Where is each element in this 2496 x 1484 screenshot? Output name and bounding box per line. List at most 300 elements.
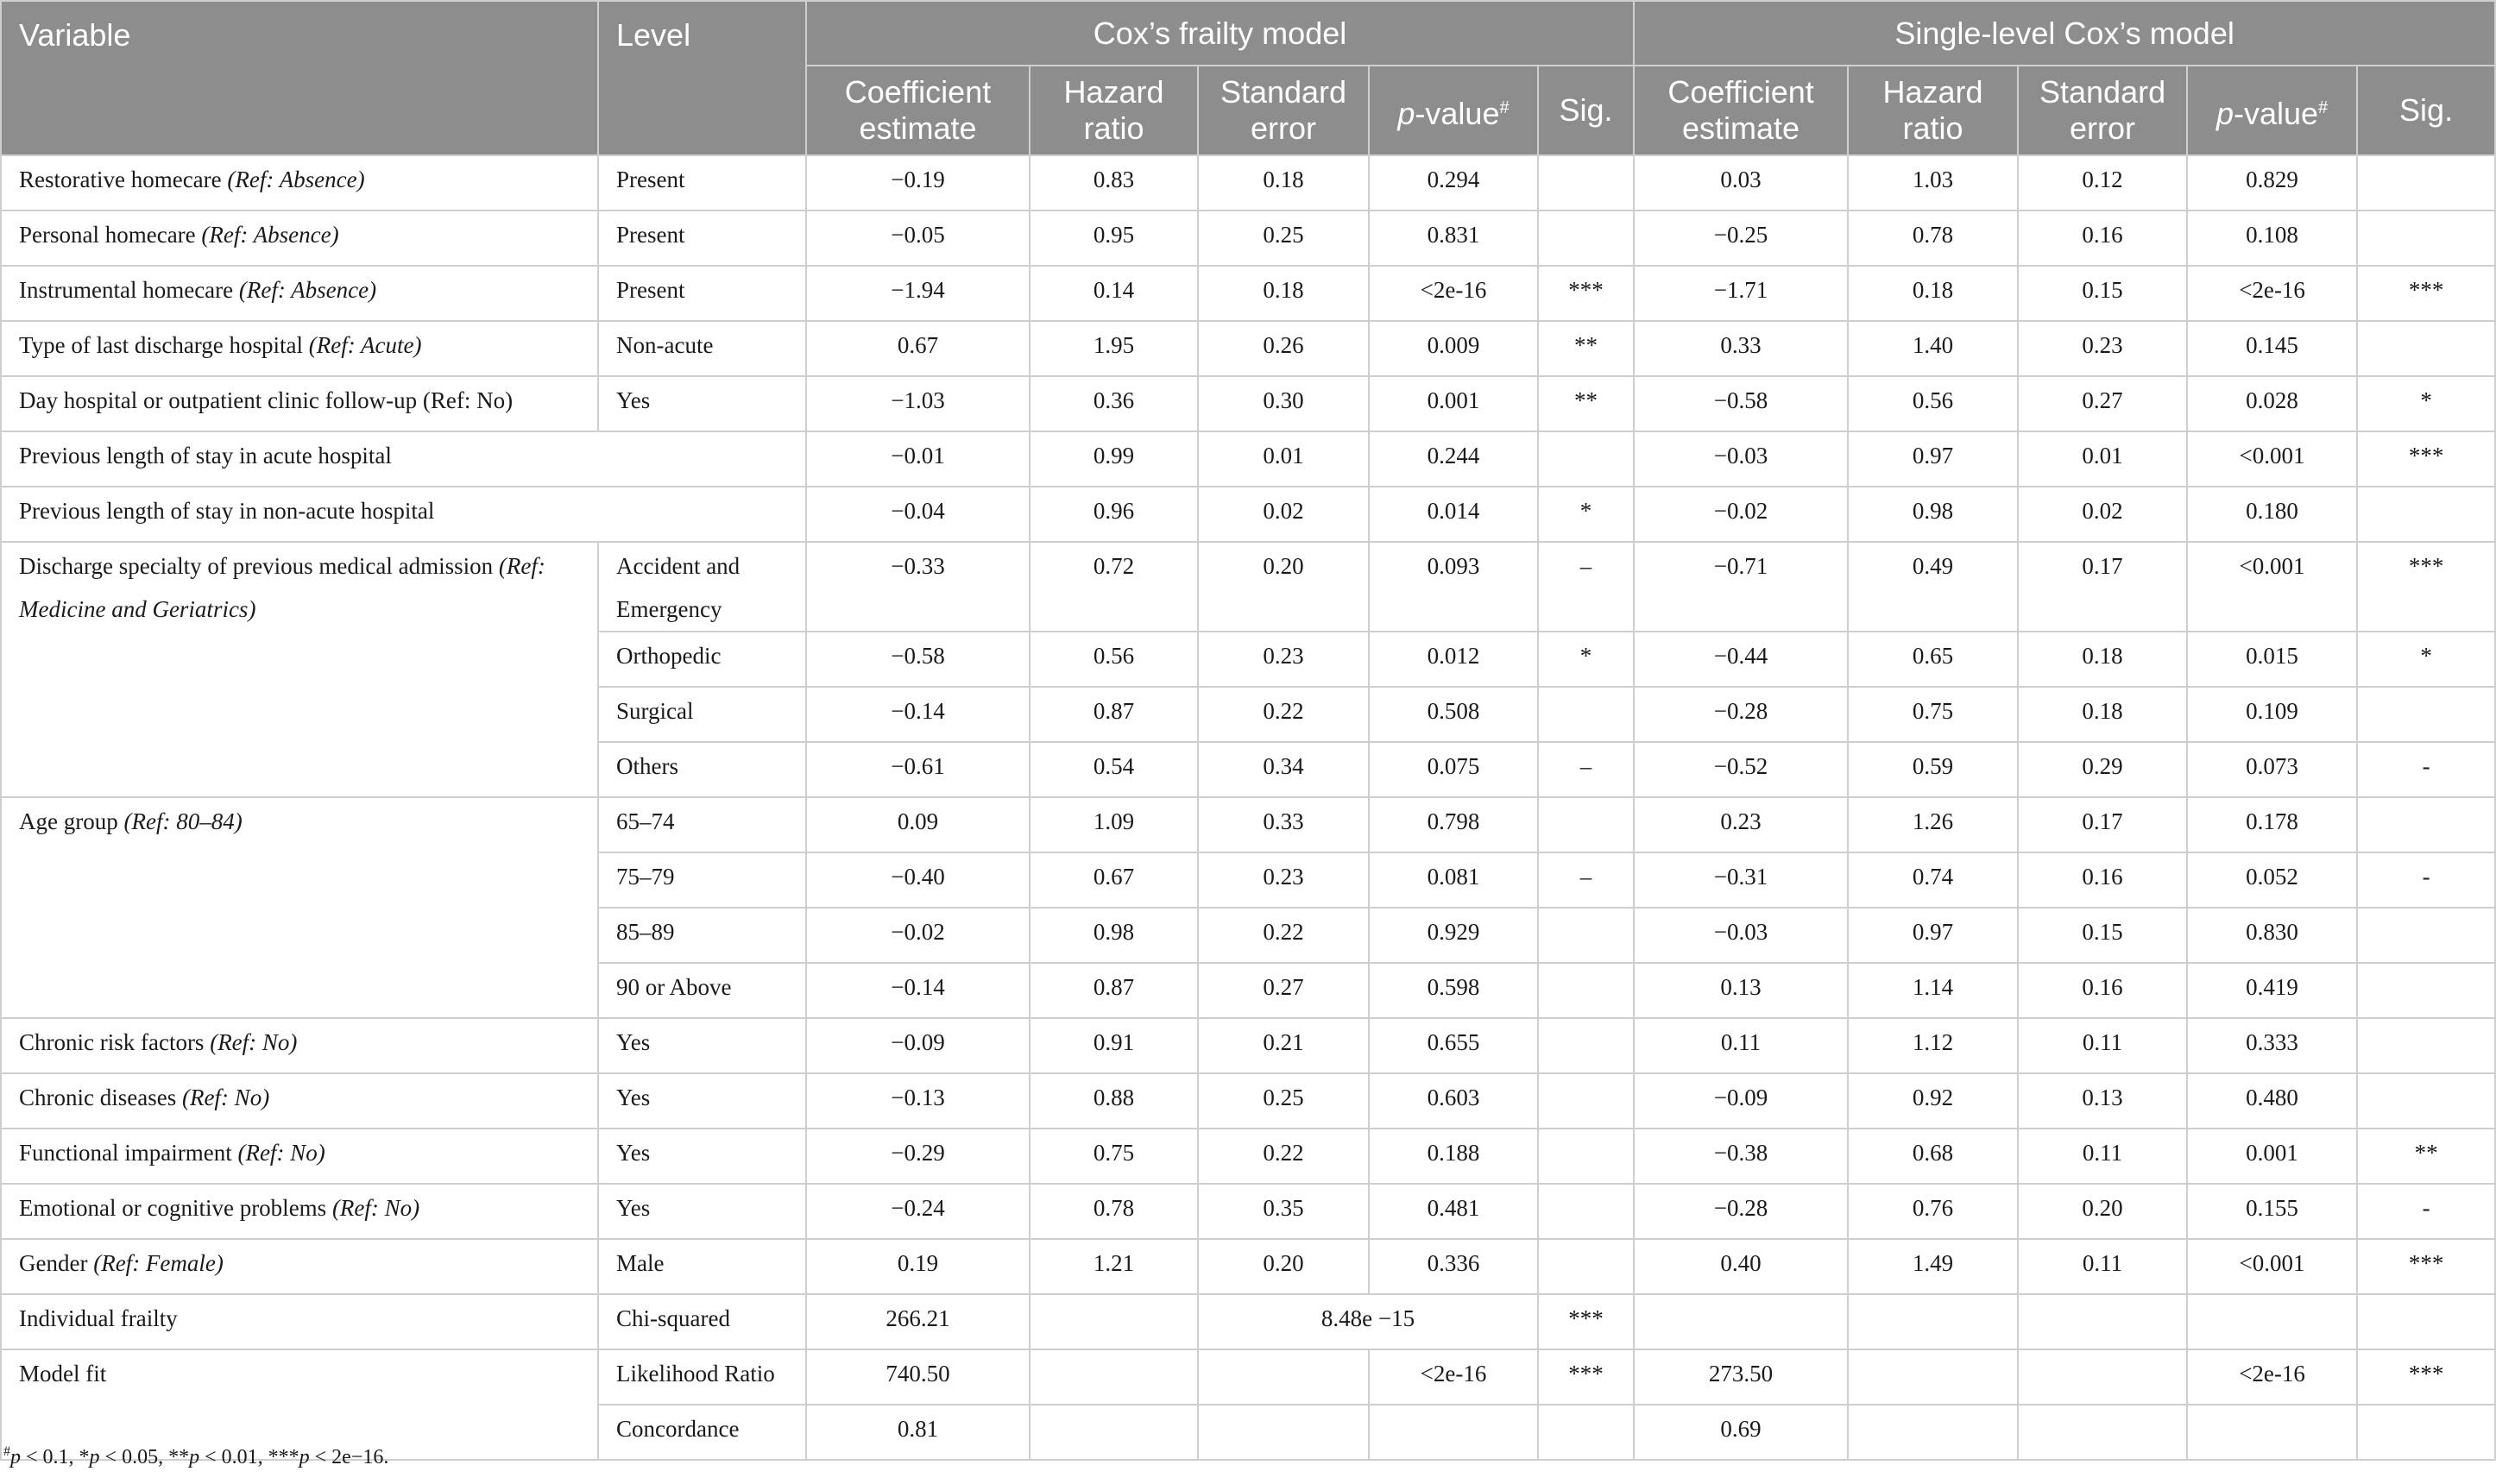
value-cell: 0.014 xyxy=(1369,487,1538,542)
variable-cell xyxy=(1,797,598,1018)
footnote-text: < 2e−16. xyxy=(309,1446,389,1468)
value-cell: 0.18 xyxy=(2018,687,2187,742)
subheader-cell: Sig. xyxy=(1538,66,1634,155)
value-cell: 0.655 xyxy=(1369,1018,1538,1073)
value-cell: 1.26 xyxy=(1848,797,2018,852)
value-cell: 1.09 xyxy=(1030,797,1198,852)
value-cell: 740.50 xyxy=(806,1349,1030,1405)
value-cell: 0.11 xyxy=(2018,1129,2187,1184)
value-cell: <0.001 xyxy=(2187,1239,2357,1294)
value-cell: 0.178 xyxy=(2187,797,2357,852)
value-cell xyxy=(1030,1405,1198,1460)
value-cell: 0.188 xyxy=(1369,1129,1538,1184)
level-cell: Yes xyxy=(598,1129,806,1184)
variable-cell xyxy=(1,1129,598,1184)
value-cell: −0.28 xyxy=(1634,1184,1848,1239)
value-cell: <0.001 xyxy=(2187,542,2357,632)
value-cell: 0.01 xyxy=(2018,431,2187,487)
value-cell: 0.74 xyxy=(1848,852,2018,908)
value-cell xyxy=(1538,797,1634,852)
value-cell: 0.78 xyxy=(1848,211,2018,266)
value-cell: 0.481 xyxy=(1369,1184,1538,1239)
value-cell xyxy=(2357,1294,2495,1349)
model-fit-row xyxy=(1,1349,2495,1405)
value-cell: 0.480 xyxy=(2187,1073,2357,1129)
value-cell xyxy=(1634,1294,1848,1349)
value-cell: 1.03 xyxy=(1848,155,2018,211)
value-cell: 0.98 xyxy=(1030,908,1198,963)
value-cell: – xyxy=(1538,742,1634,797)
value-cell xyxy=(2187,1294,2357,1349)
value-cell: 0.09 xyxy=(806,797,1030,852)
value-cell: 0.54 xyxy=(1030,742,1198,797)
value-cell: 0.17 xyxy=(2018,797,2187,852)
value-cell: −0.33 xyxy=(806,542,1030,632)
level-cell: Yes xyxy=(598,1184,806,1239)
value-cell: 0.23 xyxy=(1634,797,1848,852)
value-cell: 0.40 xyxy=(1634,1239,1848,1294)
value-cell: * xyxy=(1538,487,1634,542)
header-group-single: Single-level Cox’s model xyxy=(1634,1,2495,66)
value-cell xyxy=(1030,1294,1198,1349)
footnote-p: p xyxy=(189,1446,200,1468)
value-cell: – xyxy=(1538,542,1634,632)
value-cell xyxy=(2357,321,2495,376)
value-cell: 266.21 xyxy=(806,1294,1030,1349)
value-cell xyxy=(2357,797,2495,852)
value-cell: −0.01 xyxy=(806,431,1030,487)
value-cell: −0.14 xyxy=(806,687,1030,742)
value-cell xyxy=(1538,1405,1634,1460)
value-cell: 0.11 xyxy=(1634,1018,1848,1073)
table-row xyxy=(1,266,2495,321)
table-row xyxy=(1,431,2495,487)
value-cell: 0.18 xyxy=(1848,266,2018,321)
value-cell: ** xyxy=(1538,321,1634,376)
table-row xyxy=(1,1239,2495,1294)
variable-cell xyxy=(1,1018,598,1073)
variable-name: Emotional or cognitive problems xyxy=(19,1195,327,1221)
value-cell: 0.14 xyxy=(1030,266,1198,321)
table-row xyxy=(1,1129,2495,1184)
header-group-frailty: Cox’s frailty model xyxy=(806,1,1634,66)
value-cell: −0.14 xyxy=(806,963,1030,1018)
value-cell: 0.97 xyxy=(1848,908,2018,963)
level-cell: Others xyxy=(598,742,806,797)
table-row xyxy=(1,1073,2495,1129)
variable-cell xyxy=(1,487,806,542)
value-cell xyxy=(1538,1239,1634,1294)
reference-note: (Ref: 80–84) xyxy=(123,808,243,834)
value-cell: *** xyxy=(2357,542,2495,632)
value-cell: 0.35 xyxy=(1198,1184,1369,1239)
value-cell: 0.33 xyxy=(1634,321,1848,376)
variable-cell xyxy=(1,431,806,487)
value-cell: 0.67 xyxy=(1030,852,1198,908)
subheader-cell: Hazard ratio xyxy=(1030,66,1198,155)
value-cell: 0.49 xyxy=(1848,542,2018,632)
level-cell: Yes xyxy=(598,376,806,431)
value-cell: −0.71 xyxy=(1634,542,1848,632)
value-cell xyxy=(2018,1349,2187,1405)
value-cell: 0.91 xyxy=(1030,1018,1198,1073)
value-cell: 0.95 xyxy=(1030,211,1198,266)
variable-cell xyxy=(1,376,598,431)
value-cell: 0.36 xyxy=(1030,376,1198,431)
value-cell: 0.073 xyxy=(2187,742,2357,797)
value-cell: 0.23 xyxy=(1198,632,1369,687)
value-cell: 0.25 xyxy=(1198,211,1369,266)
table-row xyxy=(1,1018,2495,1073)
level-cell: Orthopedic xyxy=(598,632,806,687)
value-cell: 0.598 xyxy=(1369,963,1538,1018)
subheader-cell: Coefficient estimate xyxy=(1634,66,1848,155)
value-cell: −0.03 xyxy=(1634,431,1848,487)
value-cell: 0.015 xyxy=(2187,632,2357,687)
value-cell: 0.16 xyxy=(2018,211,2187,266)
value-cell: 1.12 xyxy=(1848,1018,2018,1073)
value-cell: −0.09 xyxy=(1634,1073,1848,1129)
level-cell: Likelihood Ratio xyxy=(598,1349,806,1405)
value-cell: 1.49 xyxy=(1848,1239,2018,1294)
table-row xyxy=(1,542,2495,632)
value-cell: – xyxy=(1538,852,1634,908)
value-cell xyxy=(2357,908,2495,963)
value-cell xyxy=(1538,1018,1634,1073)
value-cell: 0.20 xyxy=(1198,542,1369,632)
table-row xyxy=(1,155,2495,211)
pvalue-label-p: p xyxy=(1397,95,1415,131)
value-cell: - xyxy=(2357,742,2495,797)
reference-note: (Ref: No) xyxy=(181,1085,270,1110)
value-cell: −0.13 xyxy=(806,1073,1030,1129)
variable-name: Personal homecare xyxy=(19,222,196,248)
reference-note: (Ref: No) xyxy=(237,1140,325,1166)
value-cell: *** xyxy=(2357,1239,2495,1294)
value-cell: - xyxy=(2357,852,2495,908)
value-cell: 0.81 xyxy=(806,1405,1030,1460)
value-cell: 0.92 xyxy=(1848,1073,2018,1129)
table-header xyxy=(1,1,2495,155)
value-cell: 0.108 xyxy=(2187,211,2357,266)
value-cell: 0.028 xyxy=(2187,376,2357,431)
value-cell: 0.11 xyxy=(2018,1239,2187,1294)
subheader-cell: Hazard ratio xyxy=(1848,66,2018,155)
value-cell: 0.02 xyxy=(2018,487,2187,542)
value-cell: 0.72 xyxy=(1030,542,1198,632)
value-cell: ** xyxy=(2357,1129,2495,1184)
value-cell: 0.03 xyxy=(1634,155,1848,211)
variable-cell xyxy=(1,211,598,266)
value-cell: <2e-16 xyxy=(2187,1349,2357,1405)
value-cell: 0.97 xyxy=(1848,431,2018,487)
value-cell: 0.22 xyxy=(1198,1129,1369,1184)
reference-note: (Ref: Medicine and Geriatrics) xyxy=(19,553,545,622)
variable-name: Day hospital or outpatient clinic follow-up (Ref: No) xyxy=(19,387,514,413)
value-cell: 0.75 xyxy=(1848,687,2018,742)
pvalue-label-p: p xyxy=(2216,95,2234,131)
value-cell: −1.71 xyxy=(1634,266,1848,321)
table-row xyxy=(1,211,2495,266)
subheader-cell: Coefficient estimate xyxy=(806,66,1030,155)
table-row xyxy=(1,487,2495,542)
value-cell xyxy=(1198,1405,1369,1460)
value-cell: −0.09 xyxy=(806,1018,1030,1073)
variable-name: Chronic risk factors xyxy=(19,1029,205,1055)
value-cell: 0.11 xyxy=(2018,1018,2187,1073)
value-cell: 0.25 xyxy=(1198,1073,1369,1129)
value-cell: 0.012 xyxy=(1369,632,1538,687)
value-cell: ** xyxy=(1538,376,1634,431)
table-row xyxy=(1,797,2495,852)
value-cell: 0.081 xyxy=(1369,852,1538,908)
value-cell: 0.18 xyxy=(1198,266,1369,321)
variable-cell xyxy=(1,321,598,376)
value-cell: 0.96 xyxy=(1030,487,1198,542)
value-cell: 0.333 xyxy=(2187,1018,2357,1073)
value-cell: 0.27 xyxy=(1198,963,1369,1018)
value-cell xyxy=(2357,1073,2495,1129)
value-cell: 0.13 xyxy=(2018,1073,2187,1129)
value-cell: −0.52 xyxy=(1634,742,1848,797)
level-cell: 85–89 xyxy=(598,908,806,963)
value-cell: *** xyxy=(2357,1349,2495,1405)
value-cell: −0.44 xyxy=(1634,632,1848,687)
value-cell: 0.67 xyxy=(806,321,1030,376)
value-cell: 0.180 xyxy=(2187,487,2357,542)
value-cell: −0.61 xyxy=(806,742,1030,797)
value-cell: 1.40 xyxy=(1848,321,2018,376)
value-cell xyxy=(2018,1294,2187,1349)
frailty-row xyxy=(1,1294,2495,1349)
value-cell: 0.29 xyxy=(2018,742,2187,797)
reference-note: (Ref: Acute) xyxy=(308,332,422,358)
value-cell: 0.18 xyxy=(2018,632,2187,687)
value-cell: 0.22 xyxy=(1198,908,1369,963)
value-cell xyxy=(2357,487,2495,542)
footnote-p: p xyxy=(89,1446,100,1468)
value-cell: −0.25 xyxy=(1634,211,1848,266)
value-cell xyxy=(1030,1349,1198,1405)
reference-note: (Ref: Absence) xyxy=(238,277,377,303)
value-cell xyxy=(2187,1405,2357,1460)
level-cell: Surgical xyxy=(598,687,806,742)
value-cell: 0.65 xyxy=(1848,632,2018,687)
level-cell: 90 or Above xyxy=(598,963,806,1018)
value-cell xyxy=(1538,155,1634,211)
variable-cell xyxy=(1,1239,598,1294)
value-cell: −0.02 xyxy=(806,908,1030,963)
value-cell: *** xyxy=(1538,266,1634,321)
value-cell: 0.69 xyxy=(1634,1405,1848,1460)
value-cell xyxy=(1538,1129,1634,1184)
value-cell: <2e-16 xyxy=(2187,266,2357,321)
value-cell xyxy=(1369,1405,1538,1460)
footnote-text: < 0.01, *** xyxy=(199,1446,299,1468)
value-cell: −0.28 xyxy=(1634,687,1848,742)
value-cell: 1.21 xyxy=(1030,1239,1198,1294)
variable-name: Previous length of stay in acute hospital xyxy=(19,443,392,468)
value-cell: −0.24 xyxy=(806,1184,1030,1239)
value-cell: −0.40 xyxy=(806,852,1030,908)
value-cell: 0.16 xyxy=(2018,852,2187,908)
value-cell: 0.15 xyxy=(2018,266,2187,321)
variable-name: Functional impairment xyxy=(19,1140,232,1166)
reference-note: (Ref: No) xyxy=(210,1029,298,1055)
variable-name: Discharge specialty of previous medical admission xyxy=(19,553,494,579)
variable-name: Type of last discharge hospital xyxy=(19,332,304,358)
value-cell: 0.075 xyxy=(1369,742,1538,797)
value-cell: 0.27 xyxy=(2018,376,2187,431)
variable-cell: Model fit xyxy=(1,1349,598,1460)
value-cell: 0.68 xyxy=(1848,1129,2018,1184)
value-cell: 0.87 xyxy=(1030,687,1198,742)
value-cell: 0.18 xyxy=(1198,155,1369,211)
value-cell: 0.56 xyxy=(1848,376,2018,431)
value-cell: 273.50 xyxy=(1634,1349,1848,1405)
value-cell xyxy=(2018,1405,2187,1460)
value-cell xyxy=(1538,1073,1634,1129)
value-cell: 0.508 xyxy=(1369,687,1538,742)
value-cell: <0.001 xyxy=(2187,431,2357,487)
value-cell: 0.99 xyxy=(1030,431,1198,487)
value-cell: 0.22 xyxy=(1198,687,1369,742)
value-cell: 0.294 xyxy=(1369,155,1538,211)
value-cell: 0.829 xyxy=(2187,155,2357,211)
value-cell: 0.76 xyxy=(1848,1184,2018,1239)
table-row xyxy=(1,376,2495,431)
value-cell: −0.29 xyxy=(806,1129,1030,1184)
value-cell: 0.56 xyxy=(1030,632,1198,687)
level-cell: 65–74 xyxy=(598,797,806,852)
variable-cell xyxy=(1,1184,598,1239)
value-cell: 0.798 xyxy=(1369,797,1538,852)
value-cell: 0.419 xyxy=(2187,963,2357,1018)
value-cell: 0.17 xyxy=(2018,542,2187,632)
footnote-text: < 0.05, ** xyxy=(99,1446,190,1468)
value-cell: 0.59 xyxy=(1848,742,2018,797)
value-cell: −0.02 xyxy=(1634,487,1848,542)
value-cell xyxy=(1848,1405,2018,1460)
value-cell: 0.12 xyxy=(2018,155,2187,211)
value-cell: −1.94 xyxy=(806,266,1030,321)
value-cell: −0.05 xyxy=(806,211,1030,266)
value-cell xyxy=(2357,155,2495,211)
reference-note: (Ref: Female) xyxy=(93,1250,224,1276)
header-variable: Variable xyxy=(1,1,598,155)
subheader-cell: Sig. xyxy=(2357,66,2495,155)
level-cell: Concordance xyxy=(598,1405,806,1460)
subheader-cell: p-value# xyxy=(2187,66,2357,155)
frailty-pvalue: 8.48e −15 xyxy=(1198,1294,1538,1349)
value-cell: 0.20 xyxy=(2018,1184,2187,1239)
value-cell xyxy=(1848,1349,2018,1405)
value-cell: 0.23 xyxy=(1198,852,1369,908)
level-cell: Chi-squared xyxy=(598,1294,806,1349)
value-cell: 0.15 xyxy=(2018,908,2187,963)
value-cell xyxy=(2357,963,2495,1018)
footnote-p: p xyxy=(10,1446,21,1468)
value-cell: 0.052 xyxy=(2187,852,2357,908)
value-cell: 0.929 xyxy=(1369,908,1538,963)
value-cell: *** xyxy=(2357,431,2495,487)
value-cell: * xyxy=(2357,632,2495,687)
value-cell: −0.58 xyxy=(1634,376,1848,431)
subheader-cell: p-value# xyxy=(1369,66,1538,155)
value-cell: 0.23 xyxy=(2018,321,2187,376)
value-cell: 0.603 xyxy=(1369,1073,1538,1129)
value-cell: 0.20 xyxy=(1198,1239,1369,1294)
value-cell: *** xyxy=(1538,1294,1634,1349)
value-cell: 0.34 xyxy=(1198,742,1369,797)
subheader-cell: Standard error xyxy=(2018,66,2187,155)
value-cell xyxy=(1538,211,1634,266)
value-cell xyxy=(2357,687,2495,742)
value-cell xyxy=(1538,687,1634,742)
value-cell xyxy=(1538,963,1634,1018)
value-cell: −0.04 xyxy=(806,487,1030,542)
value-cell: 0.30 xyxy=(1198,376,1369,431)
value-cell: 0.02 xyxy=(1198,487,1369,542)
value-cell: −1.03 xyxy=(806,376,1030,431)
variable-name: Chronic diseases xyxy=(19,1085,177,1110)
variable-name: Gender xyxy=(19,1250,88,1276)
value-cell: −0.31 xyxy=(1634,852,1848,908)
value-cell: 0.155 xyxy=(2187,1184,2357,1239)
variable-name: Previous length of stay in non-acute hospital xyxy=(19,498,435,524)
value-cell: 0.830 xyxy=(2187,908,2357,963)
value-cell: *** xyxy=(2357,266,2495,321)
value-cell xyxy=(2357,211,2495,266)
variable-cell xyxy=(1,266,598,321)
value-cell: 1.95 xyxy=(1030,321,1198,376)
value-cell: 0.145 xyxy=(2187,321,2357,376)
reference-note: (Ref: Absence) xyxy=(201,222,339,248)
level-cell: Present xyxy=(598,211,806,266)
value-cell: * xyxy=(2357,376,2495,431)
value-cell: <2e-16 xyxy=(1369,266,1538,321)
footnote-p: p xyxy=(299,1446,310,1468)
header-level: Level xyxy=(598,1,806,155)
variable-name: Restorative homecare xyxy=(19,167,222,192)
value-cell: <2e-16 xyxy=(1369,1349,1538,1405)
value-cell: 0.009 xyxy=(1369,321,1538,376)
level-cell: Yes xyxy=(598,1018,806,1073)
pvalue-label-mark: # xyxy=(2318,97,2329,117)
level-cell: 75–79 xyxy=(598,852,806,908)
value-cell xyxy=(1198,1349,1369,1405)
value-cell xyxy=(1538,1184,1634,1239)
value-cell: 0.21 xyxy=(1198,1018,1369,1073)
value-cell xyxy=(1538,908,1634,963)
subheader-cell: Standard error xyxy=(1198,66,1369,155)
variable-cell xyxy=(1,155,598,211)
value-cell: 0.831 xyxy=(1369,211,1538,266)
variable-name: Instrumental homecare xyxy=(19,277,234,303)
value-cell: 0.19 xyxy=(806,1239,1030,1294)
value-cell: 0.87 xyxy=(1030,963,1198,1018)
value-cell: 0.001 xyxy=(1369,376,1538,431)
variable-cell xyxy=(1,1073,598,1129)
value-cell: * xyxy=(1538,632,1634,687)
value-cell: - xyxy=(2357,1184,2495,1239)
value-cell: 0.78 xyxy=(1030,1184,1198,1239)
value-cell: 0.26 xyxy=(1198,321,1369,376)
level-cell: Accident and Emergency xyxy=(598,542,806,632)
value-cell: −0.03 xyxy=(1634,908,1848,963)
level-cell: Present xyxy=(598,155,806,211)
value-cell: 0.001 xyxy=(2187,1129,2357,1184)
